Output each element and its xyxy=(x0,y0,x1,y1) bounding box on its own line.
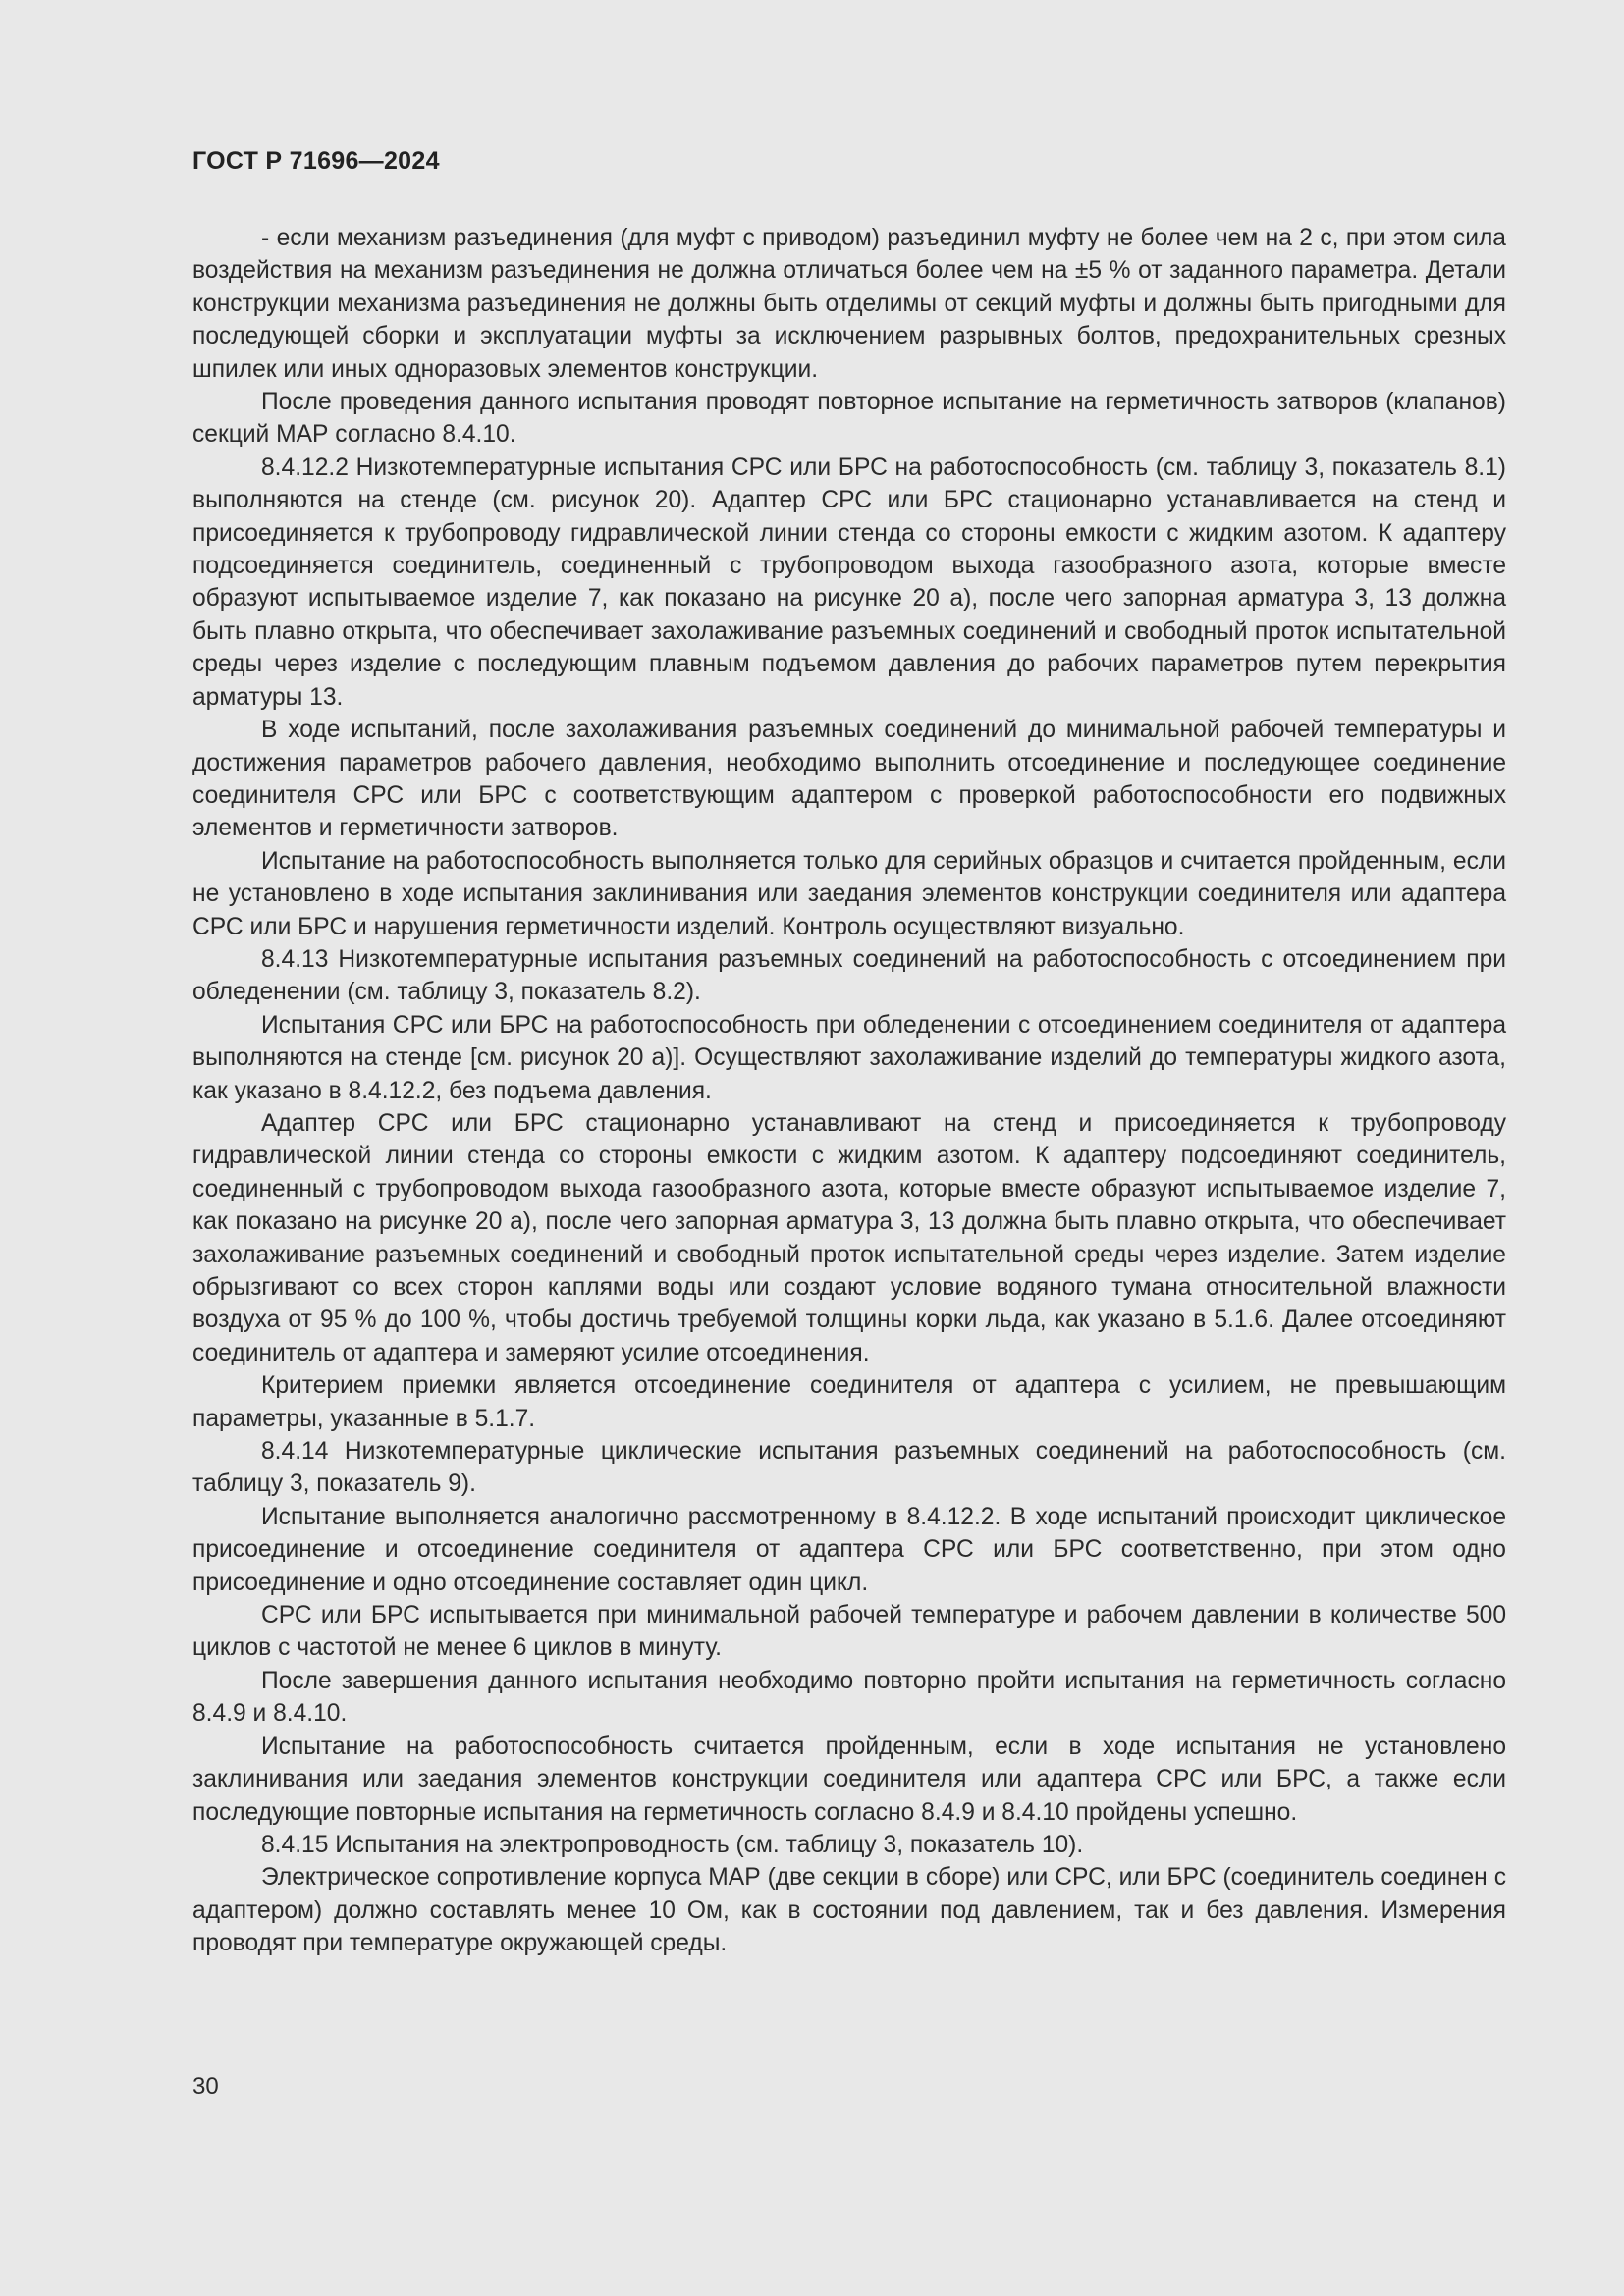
document-header: ГОСТ Р 71696—2024 xyxy=(192,147,440,175)
paragraph: После проведения данного испытания проводят повторное испытание на герметичность затворов (клапанов) секций МАР согласно 8.4.10. xyxy=(192,389,1506,449)
document-body xyxy=(192,222,1506,1960)
paragraph: - если механизм разъединения (для муфт с приводом) разъединил муфту не более чем на 2 с, при этом сила воздействия на механизм разъединения не должна отличаться более чем на ±5 % от заданного параметра. Детали конструкции механизма разъединения не должны быть отделимы от секций муфты и должны быть пригодными для последующей сборки и эксплуатации муфты за исключением разрывных болтов, предохранительных срезных шпилек или иных одноразовых элементов конструкции. xyxy=(192,225,1506,383)
paragraph: Испытание на работоспособность выполняется только для серийных образцов и считается пройденным, если не установлено в ходе испытания заклинивания или заедания элементов конструкции соединителя или адаптера СРС или БРС и нарушения герметичности изделий. Контроль осуществляют визуально. xyxy=(192,847,1506,940)
paragraph: СРС или БРС испытывается при минимальной рабочей температуре и рабочем давлении в количестве 500 циклов с частотой не менее 6 циклов в минуту. xyxy=(192,1602,1506,1662)
paragraph: 8.4.13 Низкотемпературные испытания разъемных соединений на работоспособность с отсоединением при обледенении (см. таблицу 3, показатель 8.2). xyxy=(192,945,1506,1006)
paragraph: В ходе испытаний, после захолаживания разъемных соединений до минимальной рабочей температуры и достижения параметров рабочего давления, необходимо выполнить отсоединение и последующее соединение соединителя СРС или БРС с соответствующим адаптером с проверкой работоспособности его подвижных элементов и герметичности затворов. xyxy=(192,717,1506,842)
paragraph: Критерием приемки является отсоединение соединителя от адаптера с усилием, не превышающим параметры, указанные в 5.1.7. xyxy=(192,1372,1506,1432)
paragraph: Испытания СРС или БРС на работоспособность при обледенении с отсоединением соединителя от адаптера выполняются на стенде [см. рисунок 20 а)]. Осуществляют захолаживание изделий до температуры жидкого азота, как указано в 8.4.12.2, без подъема давления. xyxy=(192,1011,1506,1104)
paragraph: 8.4.12.2 Низкотемпературные испытания СРС или БРС на работоспособность (см. таблицу 3, показатель 8.1) выполняются на стенде (см. рисунок 20). Адаптер СРС или БРС стационарно устанавливается на стенд и присоединяется к трубопроводу гидравлической линии стенда со стороны емкости с жидким азотом. К адаптеру подсоединяется соединитель, соединенный с трубопроводом выхода газообразного азота, которые вместе образуют испытываемое изделие 7, как показано на рисунке 20 а), после чего запорная арматура 3, 13 должна быть плавно открыта, что обеспечивает захолаживание разъемных соединений и свободный проток испытательной среды через изделие с последующим плавным подъемом давления до рабочих параметров путем перекрытия арматуры 13. xyxy=(192,454,1506,711)
paragraph: Адаптер СРС или БРС стационарно устанавливают на стенд и присоединяется к трубопроводу гидравлической линии стенда со стороны емкости с жидким азотом. К адаптеру подсоединяют соединитель, соединенный с трубопроводом выхода газообразного азота, которые вместе образуют испытываемое изделие 7, как показано на рисунке 20 а), после чего запорная арматура 3, 13 должна быть плавно открыта, что обеспечивает захолаживание разъемных соединений и свободный проток испытательной среды через изделие. Затем изделие обрызгивают со всех сторон каплями воды или создают условие водяного тумана относительной влажности воздуха от 95 % до 100 %, чтобы достичь требуемой толщины корки льда, как указано в 5.1.6. Далее отсоединяют соединитель от адаптера и замеряют усилие отсоединения. xyxy=(192,1109,1506,1366)
paragraph: 8.4.15 Испытания на электропроводность (см. таблицу 3, показатель 10). xyxy=(261,1831,1084,1858)
paragraph: Испытание выполняется аналогично рассмотренному в 8.4.12.2. В ходе испытаний происходит циклическое присоединение и отсоединение соединителя от адаптера СРС или БРС соответственно, при этом одно присоединение и одно отсоединение составляет один цикл. xyxy=(192,1503,1506,1596)
page-number: 30 xyxy=(192,2073,219,2100)
paragraph: 8.4.14 Низкотемпературные циклические испытания разъемных соединений на работоспособность (см. таблицу 3, показатель 9). xyxy=(192,1438,1506,1498)
paragraph: После завершения данного испытания необходимо повторно пройти испытания на герметичность согласно 8.4.9 и 8.4.10. xyxy=(192,1667,1506,1728)
paragraph: Электрическое сопротивление корпуса МАР (две секции в сборе) или СРС, или БРС (соединитель соединен с адаптером) должно составлять менее 10 Ом, как в состоянии под давлением, так и без давления. Измерения проводят при температуре окружающей среды. xyxy=(192,1864,1506,1957)
paragraph: Испытание на работоспособность считается пройденным, если в ходе испытания не установлено заклинивания или заедания элементов конструкции соединителя или адаптера СРС или БРС, а также если последующие повторные испытания на герметичность согласно 8.4.9 и 8.4.10 пройдены успешно. xyxy=(192,1733,1506,1826)
